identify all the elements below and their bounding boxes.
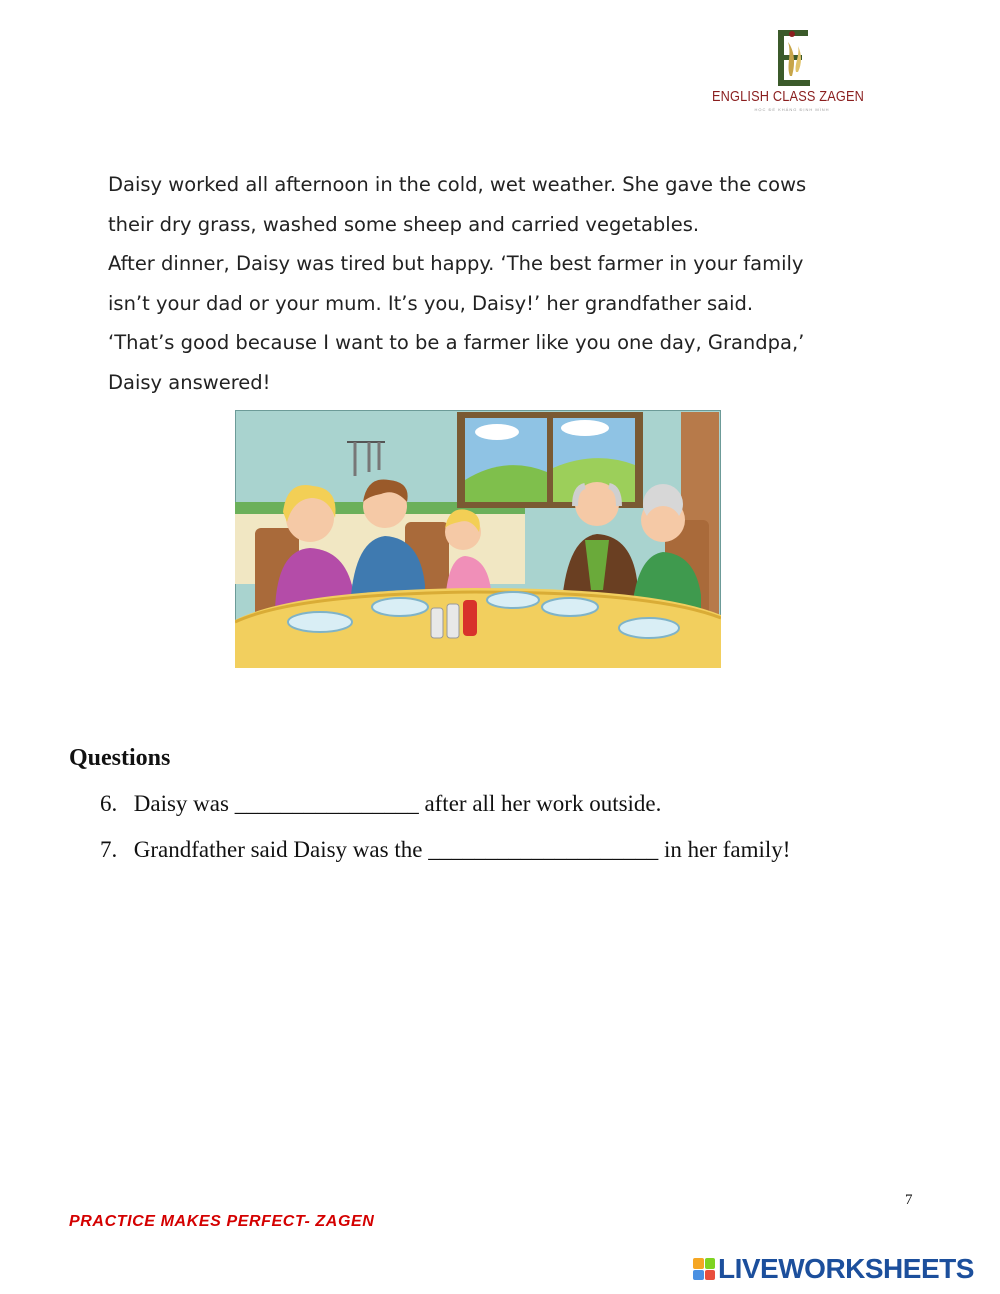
story-text <box>108 165 908 402</box>
logo <box>712 26 882 116</box>
brand-name: LIVEWORKSHEETS <box>718 1253 974 1284</box>
answer-blank[interactable]: ________________ <box>234 791 419 816</box>
question-text-before: Daisy was <box>133 791 235 816</box>
logo-letter-e-icon <box>770 26 814 90</box>
question-6 <box>100 791 661 817</box>
story-line: their dry grass, washed some sheep and carried vegetables. <box>108 212 700 236</box>
page-number: 7 <box>905 1192 913 1208</box>
questions-heading: Questions <box>69 745 171 771</box>
question-number: 7. <box>100 837 118 862</box>
story-line: Daisy answered! <box>108 370 271 394</box>
question-text-after: in her family! <box>658 837 791 862</box>
question-number: 6. <box>100 791 118 816</box>
story-line: ‘That’s good because I want to be a farmer like you one day, Grandpa,’ <box>108 331 805 354</box>
question-text-before: Grandfather said Daisy was the <box>133 837 429 862</box>
footer-slogan: PRACTICE MAKES PERFECT- ZAGEN <box>69 1213 375 1230</box>
question-text-after: after all her work outside. <box>418 791 662 816</box>
logo-tagline: HỌC ĐỂ KHÁNG ĐỊNH MÌNH <box>754 107 830 112</box>
family-dinner-illustration <box>235 410 721 668</box>
question-7 <box>100 837 790 863</box>
story-line: Daisy worked all afternoon in the cold, wet weather. She gave the cows <box>108 173 807 196</box>
logo-name: ENGLISH CLASS ZAGEN <box>712 88 865 105</box>
story-line: isn’t your dad or your mum. It’s you, Daisy!’ her grandfather said. <box>108 291 754 315</box>
liveworksheets-brand <box>693 1254 974 1284</box>
liveworksheets-logo-icon <box>693 1258 715 1280</box>
answer-blank[interactable]: ____________________ <box>428 837 659 862</box>
story-line: After dinner, Daisy was tired but happy. ‘The best farmer in your family <box>108 252 804 275</box>
